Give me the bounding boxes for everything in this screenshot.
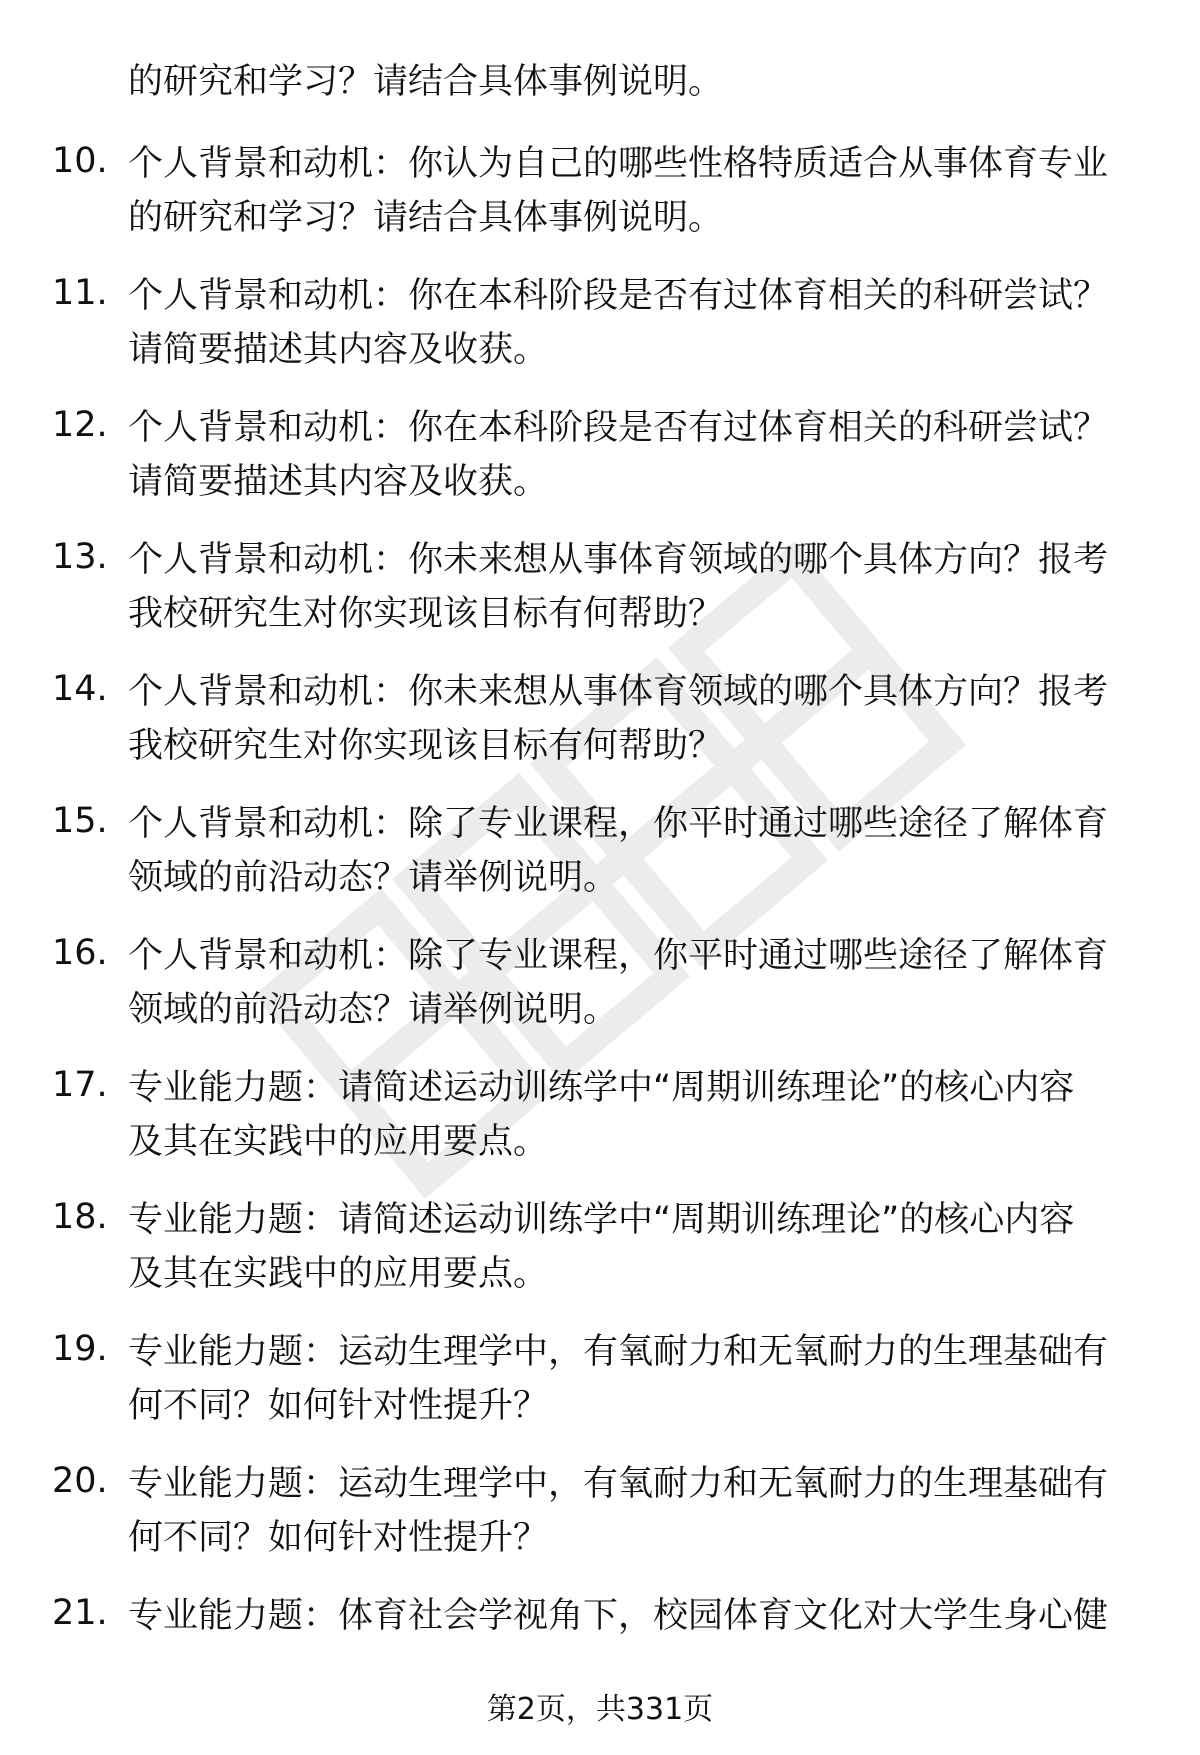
- question-line: 领域的前沿动态？请举例说明。: [128, 990, 619, 1030]
- question-number: 11.: [52, 273, 108, 313]
- question-line: 领域的前沿动态？请举例说明。: [128, 858, 619, 898]
- question-number: 19.: [52, 1329, 108, 1369]
- question-line: 何不同？如何针对性提升？: [128, 1386, 549, 1426]
- question-item: [0, 137, 1200, 239]
- question-item: [0, 533, 1200, 635]
- question-line: 专业能力题：请简述运动训练学中“周期训练理论”的核心内容: [128, 1068, 1075, 1108]
- question-number: 14.: [52, 669, 108, 709]
- question-line: 的研究和学习？请结合具体事例说明。: [128, 198, 724, 238]
- question-number: 10.: [52, 141, 108, 181]
- question-number: 15.: [52, 801, 108, 841]
- question-list: [0, 137, 1200, 1721]
- question-text: [128, 1457, 1138, 1565]
- question-line: 我校研究生对你实现该目标有何帮助？: [128, 726, 724, 766]
- question-line: 个人背景和动机：除了专业课程，你平时通过哪些途径了解体育: [128, 936, 1109, 976]
- question-item: [0, 401, 1200, 503]
- question-item: [0, 665, 1200, 767]
- question-line: 个人背景和动机：你在本科阶段是否有过体育相关的科研尝试？: [128, 408, 1109, 448]
- question-text: [128, 797, 1138, 905]
- question-line: 专业能力题：运动生理学中，有氧耐力和无氧耐力的生理基础有: [128, 1464, 1109, 1504]
- question-item: [0, 797, 1200, 899]
- question-line: 专业能力题：请简述运动训练学中“周期训练理论”的核心内容: [128, 1200, 1075, 1240]
- question-text: [128, 533, 1138, 641]
- question-line: 请简要描述其内容及收获。: [128, 462, 549, 502]
- question-number: 18.: [52, 1197, 108, 1237]
- question-text: [128, 137, 1138, 245]
- question-text: [128, 665, 1138, 773]
- question-item: [0, 1193, 1200, 1295]
- question-line: 及其在实践中的应用要点。: [128, 1122, 549, 1162]
- question-number: 21.: [52, 1593, 108, 1633]
- question-text: [128, 401, 1138, 509]
- question-line: 专业能力题：运动生理学中，有氧耐力和无氧耐力的生理基础有: [128, 1332, 1109, 1372]
- question-number: 13.: [52, 537, 108, 577]
- question-line: 个人背景和动机：你认为自己的哪些性格特质适合从事体育专业: [128, 144, 1109, 184]
- question-item: [0, 1457, 1200, 1559]
- question-line: 个人背景和动机：你未来想从事体育领域的哪个具体方向？报考: [128, 672, 1109, 712]
- question-number: 12.: [52, 405, 108, 445]
- question-line: 及其在实践中的应用要点。: [128, 1254, 549, 1294]
- question-line: 请简要描述其内容及收获。: [128, 330, 549, 370]
- question-text: [128, 1061, 1138, 1169]
- question-number: 17.: [52, 1065, 108, 1105]
- question-item: [0, 269, 1200, 371]
- question-text: [128, 1589, 1138, 1643]
- question-number: 16.: [52, 933, 108, 973]
- page-footer: 第2页，共331页: [486, 1692, 714, 1727]
- question-item: [0, 1061, 1200, 1163]
- question-text: [128, 1193, 1138, 1301]
- question-item: [0, 1589, 1200, 1691]
- question-line: 个人背景和动机：你未来想从事体育领域的哪个具体方向？报考: [128, 540, 1109, 580]
- question-line: 专业能力题：体育社会学视角下，校园体育文化对大学生身心健: [128, 1596, 1109, 1636]
- question-line: 我校研究生对你实现该目标有何帮助？: [128, 594, 724, 634]
- question-line: 何不同？如何针对性提升？: [128, 1518, 549, 1558]
- question-number: 20.: [52, 1461, 108, 1501]
- question-item: [0, 929, 1200, 1031]
- continued-question-text: 的研究和学习？请结合具体事例说明。: [128, 62, 724, 102]
- question-item: [0, 1325, 1200, 1427]
- question-text: [128, 1325, 1138, 1433]
- question-text: [128, 269, 1138, 377]
- question-line: 个人背景和动机：你在本科阶段是否有过体育相关的科研尝试？: [128, 276, 1109, 316]
- question-line: 个人背景和动机：除了专业课程，你平时通过哪些途径了解体育: [128, 804, 1109, 844]
- question-text: [128, 929, 1138, 1037]
